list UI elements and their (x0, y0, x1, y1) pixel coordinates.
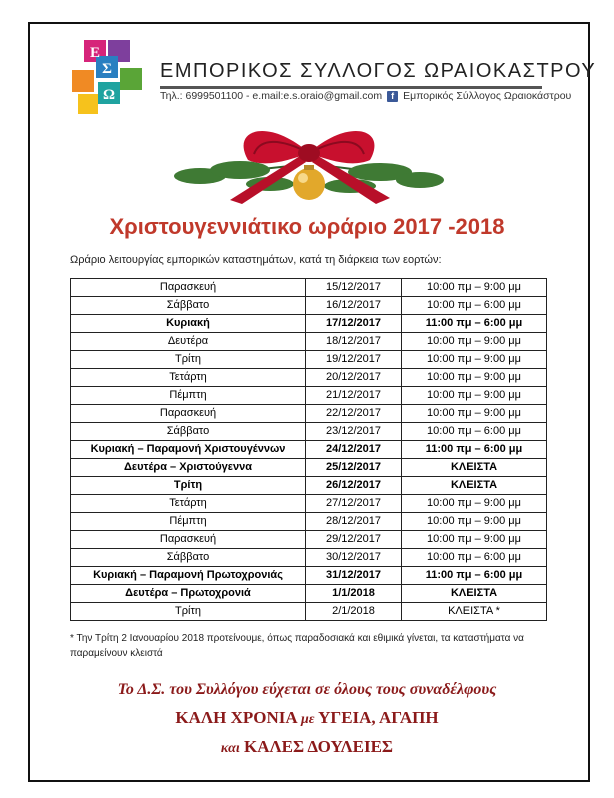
date-cell: 22/12/2017 (306, 405, 402, 423)
date-cell: 29/12/2017 (306, 531, 402, 549)
day-cell: Τετάρτη (71, 495, 306, 513)
day-cell: Τρίτη (71, 477, 306, 495)
table-row (71, 279, 547, 297)
table-row (71, 603, 547, 621)
hours-cell: 10:00 πμ – 6:00 μμ (402, 297, 547, 315)
contact-row (160, 90, 571, 102)
schedule-table (70, 278, 547, 621)
date-cell: 18/12/2017 (306, 333, 402, 351)
date-cell: 28/12/2017 (306, 513, 402, 531)
header-rule (160, 86, 542, 89)
hours-cell: 10:00 πμ – 9:00 μμ (402, 405, 547, 423)
hours-cell: 10:00 πμ – 9:00 μμ (402, 495, 547, 513)
table-row (71, 459, 547, 477)
table-row (71, 315, 547, 333)
hours-cell: 10:00 πμ – 9:00 μμ (402, 513, 547, 531)
date-cell: 1/1/2018 (306, 585, 402, 603)
date-cell: 27/12/2017 (306, 495, 402, 513)
day-cell: Σάββατο (71, 297, 306, 315)
day-cell: Κυριακή (71, 315, 306, 333)
hours-cell: 11:00 πμ – 6:00 μμ (402, 315, 547, 333)
day-cell: Τετάρτη (71, 369, 306, 387)
greeting-line-2 (0, 708, 614, 728)
table-row (71, 351, 547, 369)
hours-cell: ΚΛΕΙΣΤΑ (402, 585, 547, 603)
greeting-line-2-b: με (300, 712, 315, 727)
date-cell: 23/12/2017 (306, 423, 402, 441)
facebook-icon: f (387, 91, 398, 102)
date-cell: 2/1/2018 (306, 603, 402, 621)
hours-cell: 10:00 πμ – 9:00 μμ (402, 531, 547, 549)
table-row (71, 387, 547, 405)
day-cell: Δευτέρα – Χριστούγεννα (71, 459, 306, 477)
logo-letter-e: Ε (89, 45, 101, 61)
day-cell: Δευτέρα – Πρωτοχρονιά (71, 585, 306, 603)
date-cell: 17/12/2017 (306, 315, 402, 333)
hours-cell: 10:00 πμ – 9:00 μμ (402, 387, 547, 405)
date-cell: 20/12/2017 (306, 369, 402, 387)
table-row (71, 495, 547, 513)
table-row (71, 441, 547, 459)
table-row (71, 567, 547, 585)
table-row (71, 477, 547, 495)
date-cell: 25/12/2017 (306, 459, 402, 477)
date-cell: 30/12/2017 (306, 549, 402, 567)
contact-info: Τηλ.: 6999501100 - e.mail:e.s.oraio@gmail.com (160, 90, 383, 102)
date-cell: 19/12/2017 (306, 351, 402, 369)
day-cell: Παρασκευή (71, 405, 306, 423)
table-row (71, 423, 547, 441)
day-cell: Πέμπτη (71, 513, 306, 531)
hours-cell: 10:00 πμ – 9:00 μμ (402, 369, 547, 387)
day-cell: Κυριακή – Παραμονή Χριστουγέννων (71, 441, 306, 459)
day-cell: Κυριακή – Παραμονή Πρωτοχρονιάς (71, 567, 306, 585)
facebook-label: Εμπορικός Σύλλογος Ωραιοκάστρου (403, 90, 572, 102)
date-cell: 16/12/2017 (306, 297, 402, 315)
day-cell: Τρίτη (71, 351, 306, 369)
date-cell: 15/12/2017 (306, 279, 402, 297)
table-row (71, 531, 547, 549)
table-row (71, 405, 547, 423)
date-cell: 24/12/2017 (306, 441, 402, 459)
day-cell: Παρασκευή (71, 279, 306, 297)
page-title: Χριστουγεννιάτικο ωράριο 2017 -2018 (109, 214, 505, 239)
hours-cell: 10:00 πμ – 9:00 μμ (402, 279, 547, 297)
logo-letter-s: Σ (102, 61, 112, 77)
organization-name: ΕΜΠΟΡΙΚΟΣ ΣΥΛΛΟΓΟΣ ΩΡΑΙΟΚΑΣΤΡΟΥ (160, 60, 597, 82)
greeting-line-3 (0, 737, 614, 757)
hours-cell: 10:00 πμ – 9:00 μμ (402, 351, 547, 369)
hours-cell: 10:00 πμ – 6:00 μμ (402, 423, 547, 441)
date-cell: 31/12/2017 (306, 567, 402, 585)
table-row (71, 513, 547, 531)
hours-cell: 10:00 πμ – 9:00 μμ (402, 333, 547, 351)
greeting-line-2-a: ΚΑΛΗ ΧΡΟΝΙΑ (175, 708, 301, 727)
table-row (71, 549, 547, 567)
greeting-line-1: Το Δ.Σ. του Συλλόγου εύχεται σε όλους τους συναδέλφους (117, 681, 497, 698)
greeting-line-2-c: ΥΓΕΙΑ, ΑΓΑΠΗ (314, 708, 439, 727)
table-row (71, 369, 547, 387)
christmas-ornament-image (170, 108, 448, 212)
day-cell: Σάββατο (71, 549, 306, 567)
association-logo (68, 38, 150, 120)
hours-cell: ΚΛΕΙΣΤΑ * (402, 603, 547, 621)
greeting-line-3-b: ΚΑΛΕΣ ΔΟΥΛΕΙΕΣ (239, 737, 394, 756)
footnote: * Την Τρίτη 2 Ιανουαρίου 2018 προτείνουμε, όπως παραδοσιακά και εθιμικά γίνεται, τα καταστήματα να παραμείνουν κλειστά (70, 633, 524, 659)
day-cell: Παρασκευή (71, 531, 306, 549)
date-cell: 21/12/2017 (306, 387, 402, 405)
greeting-line-3-a: και (220, 741, 240, 756)
hours-cell: 10:00 πμ – 6:00 μμ (402, 549, 547, 567)
day-cell: Πέμπτη (71, 387, 306, 405)
day-cell: Τρίτη (71, 603, 306, 621)
table-row (71, 333, 547, 351)
day-cell: Σάββατο (71, 423, 306, 441)
table-row (71, 585, 547, 603)
date-cell: 26/12/2017 (306, 477, 402, 495)
hours-cell: 11:00 πμ – 6:00 μμ (402, 441, 547, 459)
hours-cell: ΚΛΕΙΣΤΑ (402, 459, 547, 477)
intro-text: Ωράριο λειτουργίας εμπορικών καταστημάτων, κατά τη διάρκεια των εορτών: (70, 254, 442, 266)
table-row (71, 297, 547, 315)
day-cell: Δευτέρα (71, 333, 306, 351)
logo-letter-o: Ω (102, 87, 116, 103)
hours-cell: 11:00 πμ – 6:00 μμ (402, 567, 547, 585)
hours-cell: ΚΛΕΙΣΤΑ (402, 477, 547, 495)
